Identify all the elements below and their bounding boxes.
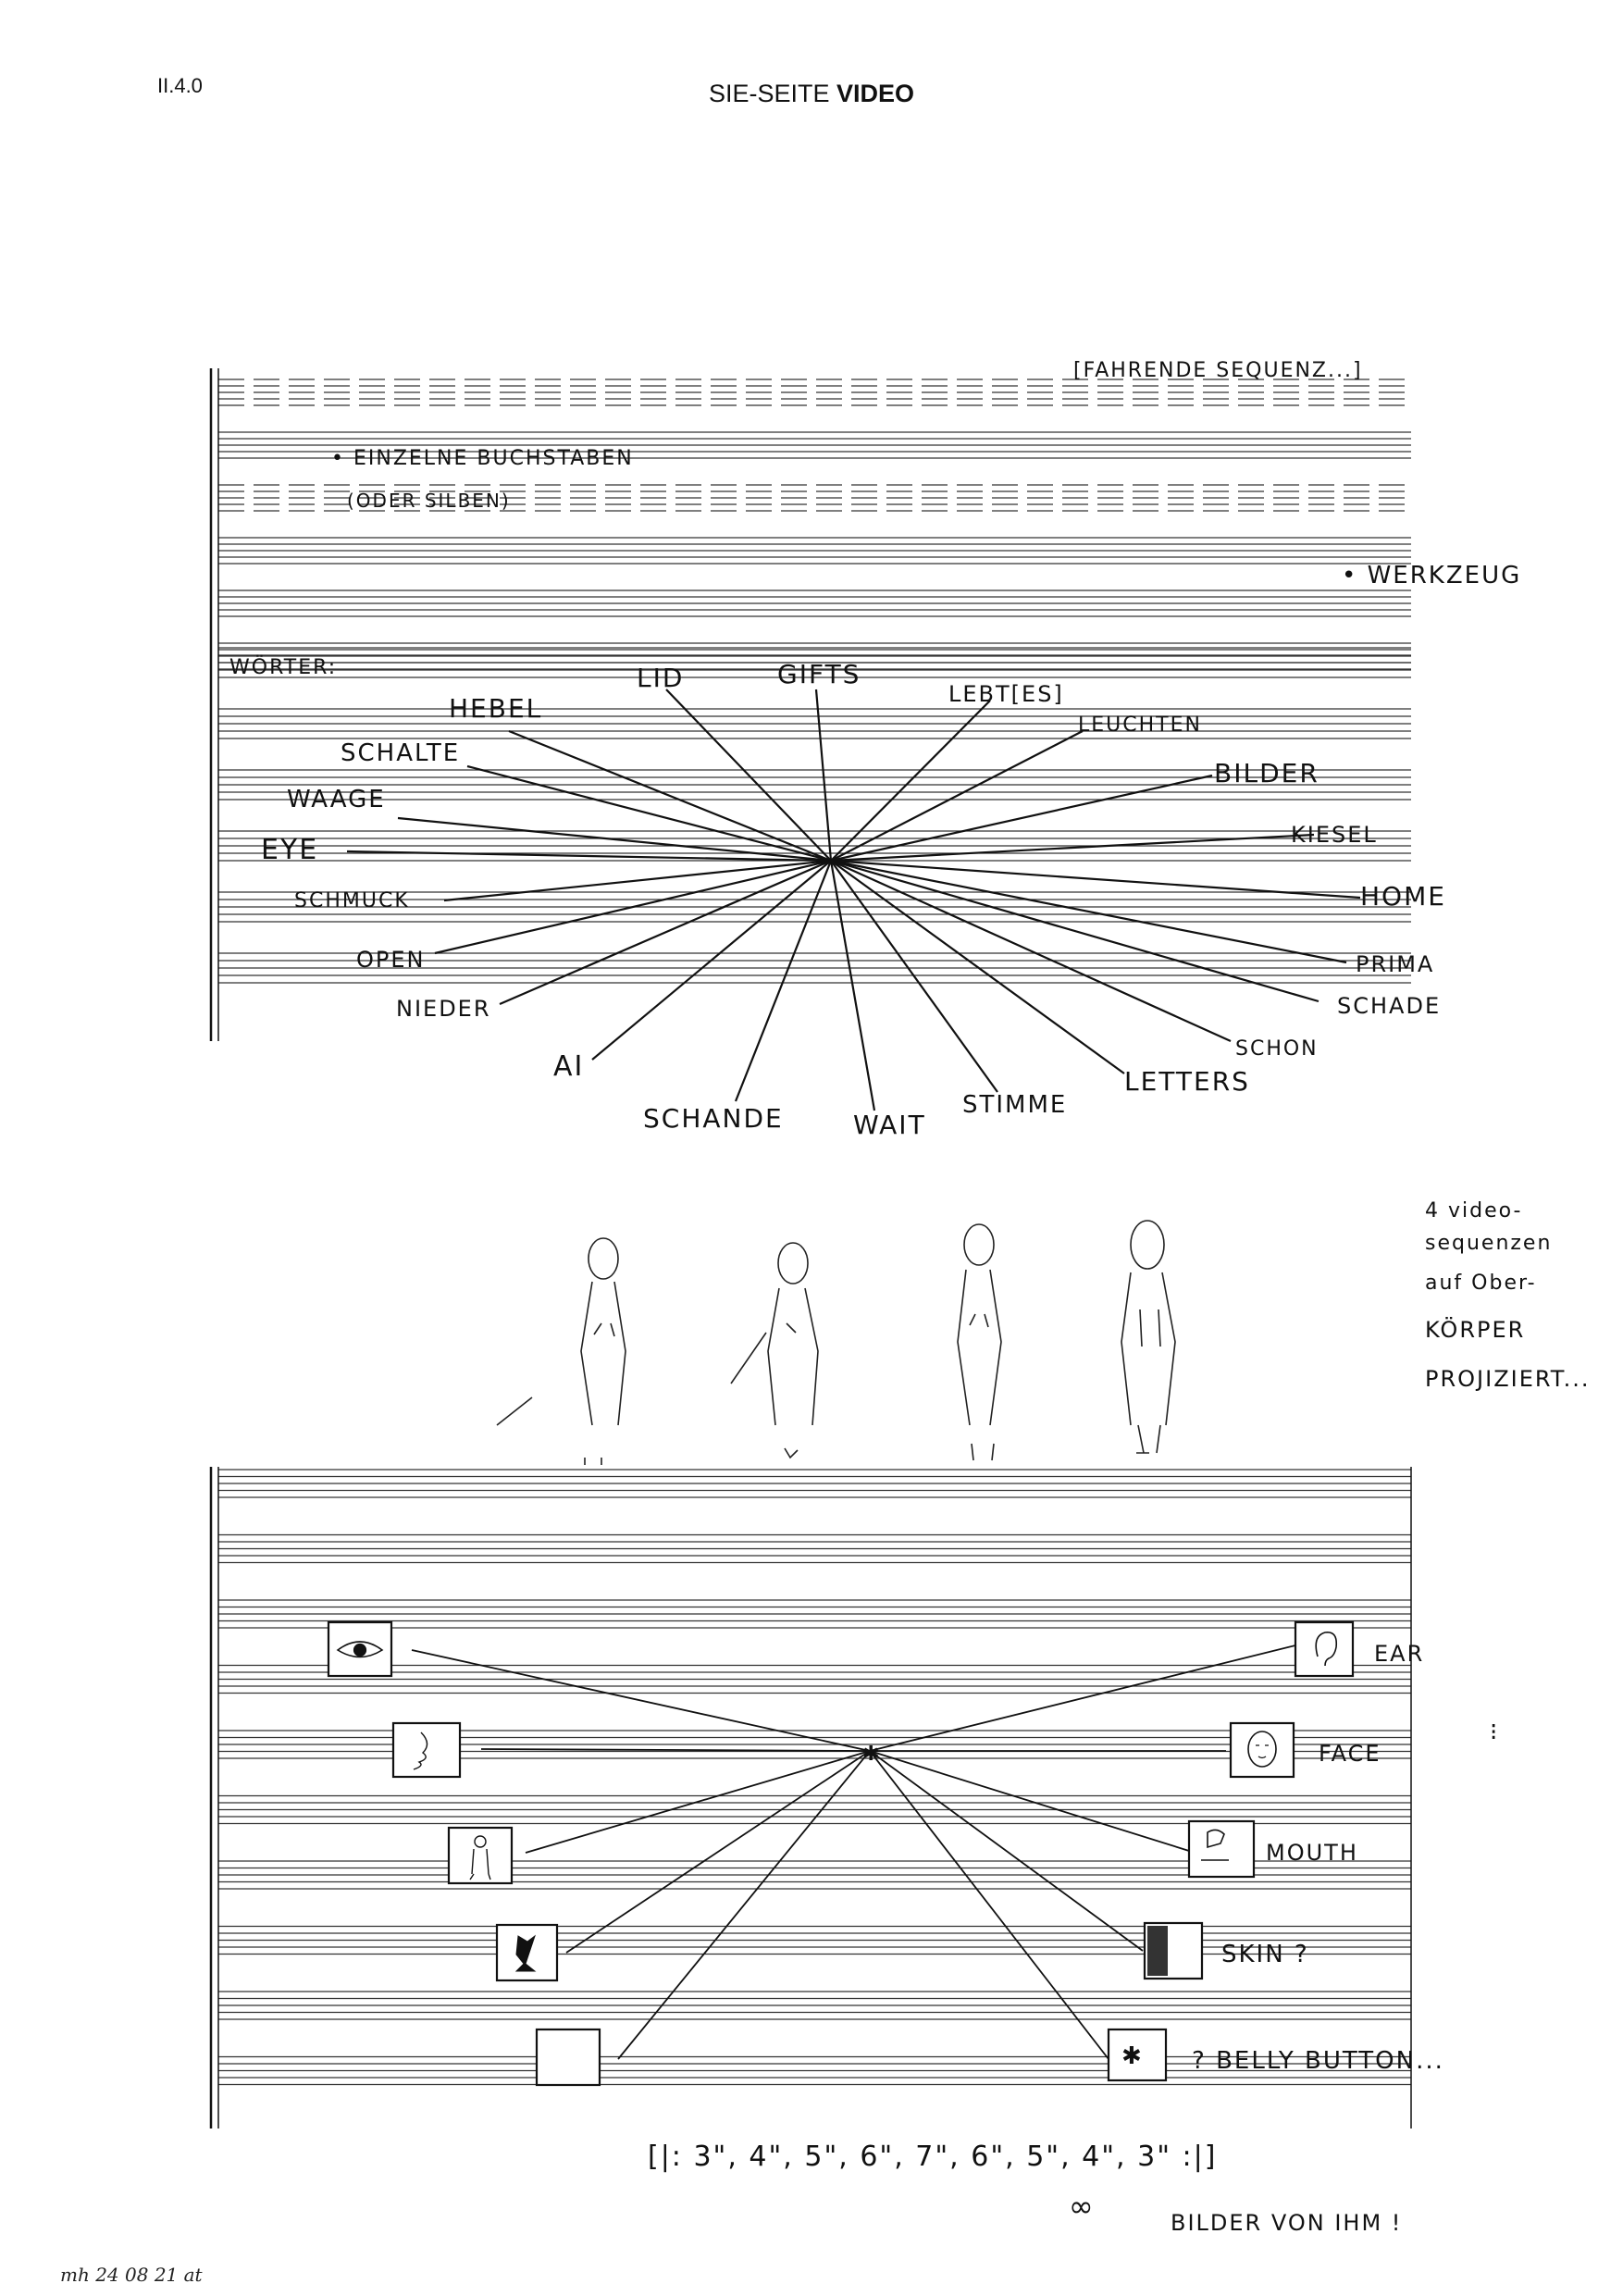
eye-image-box xyxy=(328,1622,391,1676)
word-schade: SCHADE xyxy=(1337,993,1442,1019)
timing-sequence: [|: 3", 4", 5", 6", 7", 6", 5", 4", 3" :|] xyxy=(648,2141,1218,2173)
figure-sketch-2 xyxy=(731,1243,818,1458)
word-lebt-es: LEBT[ES] xyxy=(948,681,1064,707)
note-video-line3: auf Ober- xyxy=(1425,1272,1537,1295)
left-images xyxy=(328,1622,600,2085)
label-face: FACE xyxy=(1319,1741,1381,1767)
note-video-line2: sequenzen xyxy=(1425,1232,1553,1255)
skin-image-box xyxy=(1145,1923,1202,1979)
mouth-image-box xyxy=(1189,1821,1254,1877)
word-hebel: HEBEL xyxy=(449,693,543,724)
page-title-plain: SIE-SEITE xyxy=(708,80,830,107)
word-bilder: BILDER xyxy=(1214,758,1319,788)
page-number: II.4.0 xyxy=(157,74,203,97)
annotation-fahrende-sequenz: [FAHRENDE SEQUENZ...] xyxy=(1073,359,1363,382)
figure-sketch-4 xyxy=(1121,1221,1175,1453)
note-werkzeug: • WERKZEUG xyxy=(1342,562,1522,590)
word-prima: PRIMA xyxy=(1356,951,1435,977)
footer-note: BILDER VON IHM ! xyxy=(1171,2210,1403,2236)
hand-image-box xyxy=(497,1925,557,1980)
word-home: HOME xyxy=(1360,881,1446,912)
word-wait: WAIT xyxy=(853,1110,926,1140)
performer-figures xyxy=(497,1221,1175,1465)
label-belly-button: ? BELLY BUTTON... xyxy=(1192,2047,1444,2075)
word-schmuck: SCHMUCK xyxy=(294,889,410,912)
figure-sketch-3 xyxy=(958,1224,1001,1460)
word-schande: SCHANDE xyxy=(643,1103,784,1134)
figure-image-box xyxy=(449,1828,512,1883)
word-waage: WAAGE xyxy=(287,786,386,813)
word-eye: EYE xyxy=(261,834,319,866)
word-stimme: STIMME xyxy=(962,1091,1068,1119)
word-ai: AI xyxy=(553,1050,585,1083)
face-image-box xyxy=(1231,1723,1294,1777)
infinity-sign: ∞ xyxy=(1069,2189,1096,2224)
empty-image-box xyxy=(537,2029,600,2085)
image-star-lines xyxy=(412,1645,1295,2059)
signature: mh 24 08 21 at xyxy=(60,2264,203,2286)
words-label: WÖRTER: xyxy=(229,656,338,679)
note-video-line5: PROJIZIERT... xyxy=(1425,1366,1591,1392)
word-schon: SCHON xyxy=(1235,1037,1319,1061)
word-gifts: GIFTS xyxy=(777,659,861,689)
note-video-line4: KÖRPER xyxy=(1425,1317,1526,1343)
word-open: OPEN xyxy=(356,947,426,973)
profile-image-box xyxy=(393,1723,460,1777)
page-title-bold: VIDEO xyxy=(836,80,915,107)
image-star-center: ✱ xyxy=(862,1743,882,1766)
svg-text:✱: ✱ xyxy=(1121,2042,1142,2070)
note-letters-line1: • EINZELNE BUCHSTABEN xyxy=(331,447,634,470)
word-letters: LETTERS xyxy=(1124,1066,1250,1097)
word-kiesel: KIESEL xyxy=(1291,822,1378,848)
word-lid: LID xyxy=(637,663,685,693)
word-nieder: NIEDER xyxy=(396,996,491,1022)
word-leuchten: LEUCHTEN xyxy=(1078,714,1202,737)
note-video-line1: 4 video- xyxy=(1425,1199,1523,1222)
ear-image-box xyxy=(1295,1622,1353,1676)
margin-mark: ⁝ xyxy=(1490,1719,1500,1746)
label-mouth: MOUTH xyxy=(1266,1840,1358,1866)
belly-button-image-box xyxy=(1109,2029,1166,2080)
label-skin: SKIN ? xyxy=(1221,1941,1309,1968)
figure-sketch-1 xyxy=(497,1238,626,1465)
label-ear: EAR xyxy=(1374,1641,1425,1667)
note-letters-line2: (ODER SILBEN) xyxy=(347,490,511,512)
word-schalte: SCHALTE xyxy=(341,739,461,767)
